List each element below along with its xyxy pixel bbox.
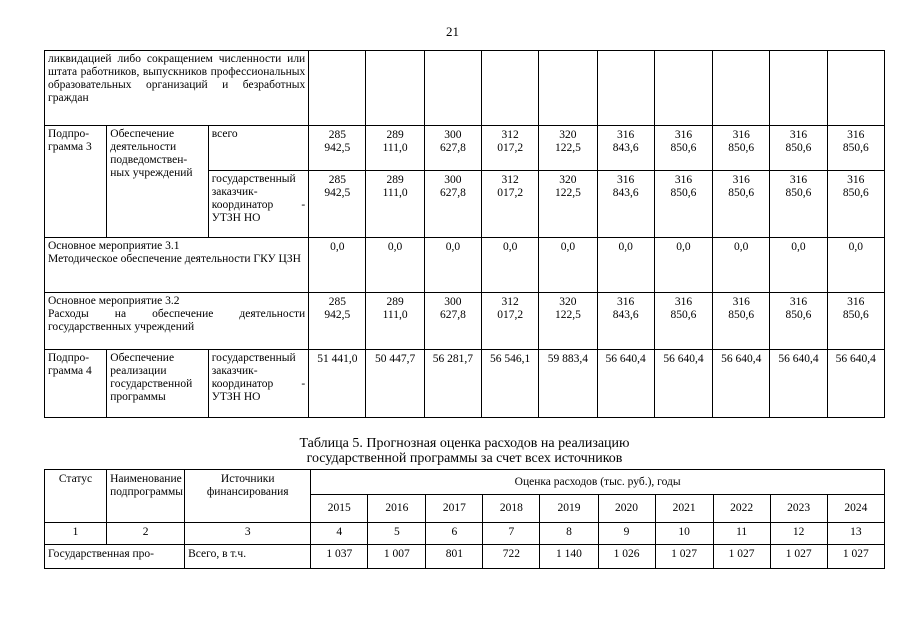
- value-cell: 316 843,6: [597, 171, 654, 238]
- value-cell: 56 640,4: [713, 350, 770, 418]
- value-cell: 0,0: [597, 238, 654, 293]
- value-cell: 289 111,0: [366, 126, 424, 171]
- value-cell: 50 447,7: [366, 350, 424, 418]
- value-cell: 51 441,0: [309, 350, 366, 418]
- value-cell: 0,0: [424, 238, 481, 293]
- page-number: 21: [446, 24, 459, 39]
- column-number: 11: [713, 523, 770, 545]
- value-cell: 316 850,6: [654, 126, 712, 171]
- value-cell: 56 640,4: [827, 350, 884, 418]
- column-header-status: Статус: [45, 470, 107, 523]
- column-number: 6: [426, 523, 483, 545]
- value-cell: 0,0: [654, 238, 712, 293]
- value-cell: 1 027: [770, 545, 827, 569]
- value-cell: 1 027: [827, 545, 884, 569]
- value-cell: 56 640,4: [597, 350, 654, 418]
- year-header: 2017: [426, 495, 483, 523]
- table-row: [45, 545, 885, 569]
- column-header-sources: Источники финансирования: [185, 470, 311, 523]
- source-cell: всего: [208, 126, 308, 171]
- value-cell: 285 942,5: [309, 171, 366, 238]
- value-cell: 300 627,8: [424, 293, 481, 350]
- caption-line: Таблица 5. Прогнозная оценка расходов на реализацию: [299, 436, 630, 451]
- value-cell: 56 640,4: [654, 350, 712, 418]
- value-cell: 316 843,6: [597, 126, 654, 171]
- year-header: 2015: [311, 495, 368, 523]
- value-cell: 316 850,6: [827, 171, 884, 238]
- value-cell: 56 281,7: [424, 350, 481, 418]
- year-header: 2022: [713, 495, 770, 523]
- value-cell: 316 850,6: [713, 171, 770, 238]
- value-cell: 0,0: [482, 238, 539, 293]
- value-cell: 59 883,4: [539, 350, 597, 418]
- column-number: 9: [598, 523, 655, 545]
- value-cell: 316 850,6: [713, 126, 770, 171]
- value-cell: 289 111,0: [366, 293, 424, 350]
- value-cell: 1 026: [598, 545, 655, 569]
- value-cell: 1 140: [540, 545, 598, 569]
- value-cell: 300 627,8: [424, 171, 481, 238]
- value-cell: 56 546,1: [482, 350, 539, 418]
- forecast-expenses-table: [44, 469, 885, 569]
- table-row: [45, 238, 885, 293]
- value-cell: 316 843,6: [597, 293, 654, 350]
- value-cell: 312 017,2: [482, 293, 539, 350]
- event-description: Основное мероприятие 3.1 Методическое обеспечение деятельности ГКУ ЦЗН: [45, 238, 309, 293]
- value-cell: 0,0: [366, 238, 424, 293]
- column-number: 3: [185, 523, 311, 545]
- column-number: 7: [483, 523, 540, 545]
- status-cell: Подпро- грамма 3: [45, 126, 107, 238]
- status-cell: Государственная про-: [45, 545, 185, 569]
- value-cell: 56 640,4: [770, 350, 827, 418]
- value-cell: 312 017,2: [482, 171, 539, 238]
- expenses-table-continued: [44, 50, 885, 418]
- value-cell: 285 942,5: [309, 293, 366, 350]
- year-header: 2018: [483, 495, 540, 523]
- year-header: 2016: [368, 495, 426, 523]
- subprogram-name: Обеспечение деятельности подведомствен- ных учреждений: [107, 126, 208, 238]
- year-header: 2023: [770, 495, 827, 523]
- value-cell: 1 027: [655, 545, 713, 569]
- value-cell: 316 850,6: [713, 293, 770, 350]
- year-header: 2024: [827, 495, 884, 523]
- column-number: 5: [368, 523, 426, 545]
- value-cell: 320 122,5: [539, 126, 597, 171]
- table-header-row: [45, 470, 885, 495]
- value-cell: 316 850,6: [827, 126, 884, 171]
- table-row: [45, 293, 885, 350]
- year-header: 2021: [655, 495, 713, 523]
- table-row: [45, 51, 885, 126]
- value-cell: 320 122,5: [539, 293, 597, 350]
- column-number: 8: [540, 523, 598, 545]
- value-cell: 285 942,5: [309, 126, 366, 171]
- source-cell: государственный заказчик-координатор - УТЗН НО: [208, 171, 308, 238]
- year-header: 2020: [598, 495, 655, 523]
- event-description: ликвидацией либо сокращением численности или штата работников, выпускников профессиональных образовательных организаций и безработных граждан: [45, 51, 309, 126]
- value-cell: 1 027: [713, 545, 770, 569]
- event-description: Основное мероприятие 3.2 Расходы на обеспечение деятельности государственных учреждений: [45, 293, 309, 350]
- table-row: [45, 350, 885, 418]
- value-cell: 316 850,6: [654, 171, 712, 238]
- source-cell: государственный заказчик-координатор - УТЗН НО: [208, 350, 308, 418]
- status-cell: Подпро- грамма 4: [45, 350, 107, 418]
- column-number: 4: [311, 523, 368, 545]
- value-cell: 316 850,6: [654, 293, 712, 350]
- table-row: [45, 126, 885, 171]
- table-caption: [44, 436, 885, 466]
- value-cell: 316 850,6: [770, 126, 827, 171]
- column-number-row: [45, 523, 885, 545]
- value-cell: 316 850,6: [770, 293, 827, 350]
- source-cell: Всего, в т.ч.: [185, 545, 311, 569]
- value-cell: 722: [483, 545, 540, 569]
- column-header-name: Наименование подпрограммы: [107, 470, 185, 523]
- year-header: 2019: [540, 495, 598, 523]
- value-cell: 1 007: [368, 545, 426, 569]
- value-cell: 1 037: [311, 545, 368, 569]
- column-number: 2: [107, 523, 185, 545]
- value-cell: 316 850,6: [827, 293, 884, 350]
- value-cell: 0,0: [770, 238, 827, 293]
- value-cell: 0,0: [309, 238, 366, 293]
- value-cell: 312 017,2: [482, 126, 539, 171]
- column-header-estimate: Оценка расходов (тыс. руб.), годы: [311, 470, 885, 495]
- value-cell: 0,0: [827, 238, 884, 293]
- value-cell: 801: [426, 545, 483, 569]
- column-number: 10: [655, 523, 713, 545]
- caption-line: государственной программы за счет всех источников: [306, 451, 623, 466]
- column-number: 13: [827, 523, 884, 545]
- value-cell: 289 111,0: [366, 171, 424, 238]
- column-number: 12: [770, 523, 827, 545]
- value-cell: 316 850,6: [770, 171, 827, 238]
- column-number: 1: [45, 523, 107, 545]
- subprogram-name: Обеспечение реализации государственной программы: [107, 350, 208, 418]
- value-cell: 0,0: [539, 238, 597, 293]
- value-cell: 0,0: [713, 238, 770, 293]
- value-cell: 320 122,5: [539, 171, 597, 238]
- value-cell: 300 627,8: [424, 126, 481, 171]
